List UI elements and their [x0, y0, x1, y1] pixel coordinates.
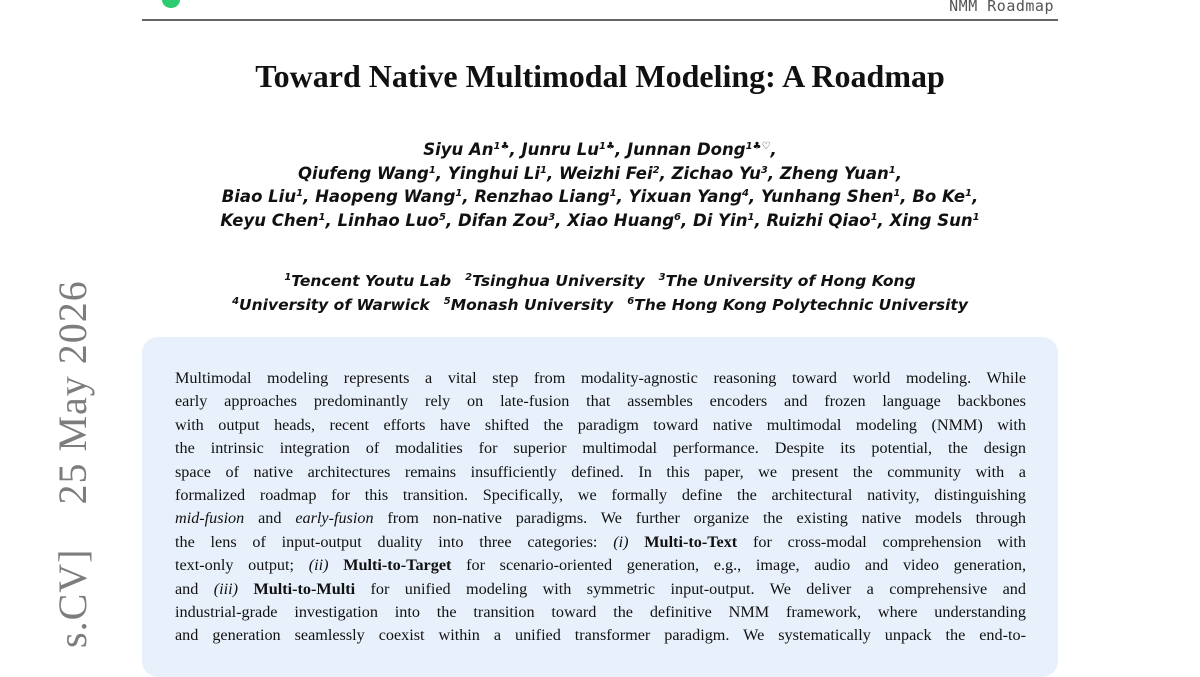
bold-term: Multi-to-Target [343, 556, 452, 575]
author-list [0, 138, 1200, 232]
author-name: Difan Zou$^3$ [458, 210, 556, 230]
abstract-line: formalized roadmap for this transition. Specifically, we formally define the architectural nativity, distinguishing [175, 486, 1026, 505]
affiliation-number: 1 [284, 272, 292, 283]
author-affiliation-mark: 5 [439, 211, 446, 223]
abstract-line: mid-fusion and early-fusion from non-native paradigms. We further organize the existing native models through [175, 509, 1027, 528]
author-affiliation-mark: 1 [870, 211, 878, 223]
author-name: Yinghui Li$^1$ [447, 163, 548, 183]
italic-term: (iii) [213, 579, 239, 598]
author-name: Siyu $An^{1♣}$ [423, 140, 510, 159]
affiliation: $^2$Tsinghua University [465, 272, 645, 290]
author-name: Renzhao Liang$^1$ [474, 187, 617, 206]
abstract-line: the lens of input-output duality into three categories: (i) Multi-to-Text for cross-modal comprehension with [175, 532, 1026, 551]
author-affiliation-mark: 1 [747, 211, 755, 223]
affiliation-line [0, 269, 1200, 293]
author-affiliation-mark: 3 [760, 164, 768, 176]
author-affiliation-mark: 6 [674, 211, 681, 223]
author-name: Linhao Luo$^5$ [337, 210, 446, 230]
bold-term: Multi-to-Multi [253, 579, 356, 598]
author-name: Ruizhi Qiao$^1$ [766, 210, 878, 230]
arxiv-stamp [49, 280, 96, 648]
abstract-line: Multimodal modeling represents a vital step from modality-agnostic reasoning toward world modeling. While [175, 369, 1026, 387]
arxiv-date: 25 May 2026 [50, 280, 95, 505]
author-name: Yixuan Yang$^4$ [628, 187, 749, 206]
bold-term: Multi-to-Text [644, 532, 738, 551]
author-affiliation-mark: 1♣♡ [745, 141, 771, 152]
author-line: Siyu $An^{1♣}$, Junru $Lu^{1♣}$, Junnan Dong$^{1♣♡}$, [423, 140, 777, 159]
italic-term: (i) [613, 532, 629, 551]
author-affiliation-mark: 1 [893, 188, 901, 199]
author-line: Biao Liu$^1$, Haopeng Wang$^1$, Renzhao Liang$^1$, Yixuan Yang$^4$, Yunhang Shen$^1$, Bo Ke$^1$, [221, 187, 979, 206]
author-name: Haopeng Wang$^1$ [315, 187, 463, 206]
affiliation: $^1$Tencent Youtu Lab [284, 272, 452, 290]
author-affiliation-mark: 1 [296, 188, 304, 199]
author-name: Zheng Yuan$^1$ [779, 163, 896, 183]
author-affiliation-mark: 1 [965, 188, 973, 199]
author-affiliation-mark: 3 [548, 211, 556, 223]
affiliation: $^3$The University of Hong Kong [658, 272, 916, 290]
author-affiliation-mark: 1♣ [493, 141, 510, 152]
affiliation-list [0, 269, 1200, 317]
abstract-line: and generation seamlessly coexist within a unified transformer paradigm. We systematically unpack the end-to- [175, 626, 1026, 645]
abstract-line: text-only output; (ii) Multi-to-Target for scenario-oriented generation, e.g., image, audio and video generation, [175, 556, 1026, 575]
italic-term: early-fusion [295, 509, 374, 528]
author-name: Junru $Lu^{1♣}$ [521, 140, 615, 159]
italic-term: (ii) [308, 556, 329, 575]
author-affiliation-mark: 1 [318, 211, 326, 223]
paper-title: Toward Native Multimodal Modeling: A Roadmap [255, 58, 945, 94]
running-title: NMM Roadmap [949, 0, 1054, 15]
affiliation: $^5$Monash University [443, 296, 614, 314]
author-affiliation-mark: 1 [888, 164, 896, 176]
author-name: Qiufeng Wang$^1$ [297, 163, 436, 183]
abstract-line: the intrinsic integration of modalities for superior multimodal performance. Despite its potential, the design [175, 439, 1026, 458]
author-name: Bo Ke$^1$ [912, 187, 973, 206]
author-name: Biao Liu$^1$ [221, 187, 304, 206]
author-affiliation-mark: 1 [428, 164, 436, 176]
author-affiliation-mark: 1 [609, 188, 617, 199]
author-affiliation-mark: 1 [972, 211, 980, 223]
author-affiliation-mark: 2 [652, 164, 660, 176]
abstract-line: with output heads, recent efforts have shifted the paradigm toward native multimodal modeling (NMM) with [175, 415, 1026, 434]
abstract-line: and (iii) Multi-to-Multi for unified modeling with symmetric input-output. We deliver a comprehensive and [175, 579, 1026, 598]
affiliation-number: 3 [658, 272, 666, 283]
abstract-line: early approaches predominantly rely on late-fusion that assembles encoders and frozen language backbones [175, 392, 1026, 411]
author-affiliation-mark: 1 [455, 188, 463, 199]
affiliation: $^6$The Hong Kong Polytechnic University [627, 296, 968, 314]
page-header [142, 0, 1058, 21]
author-name: Di Yin$^1$ [693, 210, 755, 230]
affiliation-number: 2 [465, 272, 473, 283]
abstract-line: industrial-grade investigation into the transition toward the definitive NMM framework, where understanding [175, 603, 1026, 622]
arxiv-category: s.CV] [50, 548, 95, 648]
author-line: Keyu Chen$^1$, Linhao Luo$^5$, Difan Zou$^3$, Xiao Huang$^6$, Di Yin$^1$, Ruizhi Qiao$^1$, Xing Sun$^1$ [220, 210, 980, 230]
affiliation: $^4$University of Warwick [232, 296, 430, 314]
abstract-text [175, 367, 1026, 648]
affiliation-line [0, 293, 1200, 317]
author-name: Xiao Huang$^6$ [567, 210, 681, 230]
abstract-line: space of native architectures remains insufficiently defined. In this paper, we present the community with a [175, 462, 1026, 481]
affiliation-number: 5 [443, 296, 451, 307]
author-name: Weizhi Fei$^2$ [559, 163, 660, 183]
italic-term: mid-fusion [175, 509, 245, 528]
affiliation-number: 4 [232, 296, 240, 307]
author-affiliation-mark: 1♣ [599, 141, 615, 152]
author-name: Zichao Yu$^3$ [671, 163, 768, 183]
author-line: Qiufeng Wang$^1$, Yinghui Li$^1$, Weizhi Fei$^2$, Zichao Yu$^3$, Zheng Yuan$^1$, [297, 163, 903, 183]
author-name: Xing Sun$^1$ [889, 210, 980, 230]
author-name: Yunhang Shen$^1$ [760, 187, 901, 206]
author-name: Keyu Chen$^1$ [220, 210, 326, 230]
author-affiliation-mark: 1 [540, 164, 548, 176]
author-affiliation-mark: 4 [741, 188, 749, 199]
author-name: Junnan Dong$^{1♣♡}$ [626, 140, 771, 159]
affiliation-number: 6 [627, 296, 635, 307]
